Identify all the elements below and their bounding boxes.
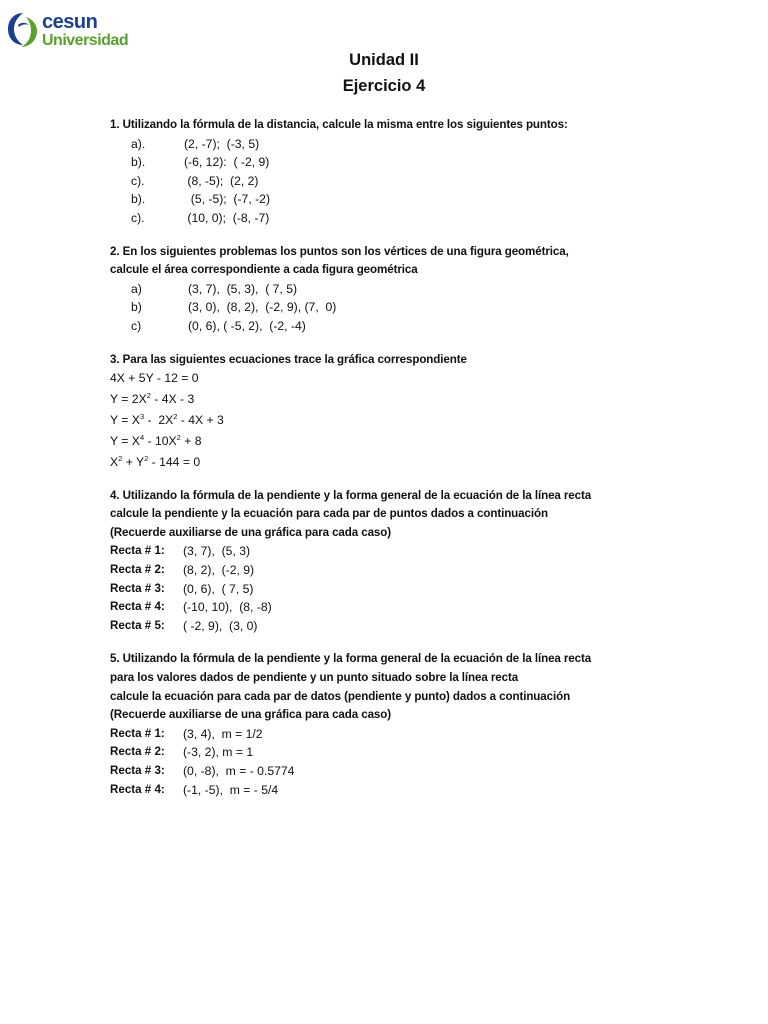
page-title: Unidad II	[349, 51, 419, 69]
logo-emblem-icon	[6, 11, 40, 53]
logo-sub-text: Universidad	[42, 32, 129, 49]
equation-2: $Y = 2X^2 - 4X - 3$	[110, 391, 195, 407]
q4-heading-line3: (Recuerde auxiliarse de una gráfica para cada caso)	[110, 525, 392, 539]
list-item: a). (2, -7); (-3, 5)	[131, 136, 260, 151]
list-item: c) (0, 6), ( -5, 2), (-2, -4)	[131, 318, 306, 333]
q4-heading-line2: calcule la pendiente y la ecuación para cada par de puntos dados a continuación	[110, 507, 548, 521]
q2-heading-line2: calcule el área correspondiente a cada figura geométrica	[110, 263, 418, 277]
list-item: Recta # 1: (3, 4), m = 1/2	[110, 726, 263, 741]
list-item: Recta # 3: (0, -8), m = - 0.5774	[110, 763, 295, 778]
q5-heading-line1: 5. Utilizando la fórmula de la pendiente y la forma general de la ecuación de la línea recta	[110, 652, 592, 666]
q5-heading-line3: calcule la ecuación para cada par de datos (pendiente y punto) dados a continuación	[110, 689, 571, 703]
equation-4: $Y = X^4 - 10X^2 + 8$	[110, 433, 202, 449]
list-item: Recta # 3: (0, 6), ( 7, 5)	[110, 581, 254, 596]
list-item: a) (3, 7), (5, 3), ( 7, 5)	[131, 281, 298, 296]
list-item: c). (8, -5); (2, 2)	[131, 173, 259, 188]
list-item: Recta # 2: (-3, 2), m = 1	[110, 745, 254, 760]
equation-1: 4X + 5Y - 12 = 0	[110, 371, 199, 386]
exercise-content	[110, 116, 750, 799]
list-item: b) (3, 0), (8, 2), (-2, 9), (7, 0)	[131, 300, 337, 315]
list-item: Recta # 5: ( -2, 9), (3, 0)	[110, 618, 258, 633]
list-item: Recta # 4: (-10, 10), (8, -8)	[110, 600, 272, 615]
q5-heading-line4: (Recuerde auxiliarse de una gráfica para cada caso)	[110, 708, 392, 722]
q1-heading: 1. Utilizando la fórmula de la distancia, calcule la misma entre los siguientes puntos:	[110, 118, 568, 131]
list-item: b). (-6, 12): ( -2, 9)	[131, 155, 270, 170]
equation-3: $Y = X^3 - 2X^2 - 4X + 3$	[110, 412, 224, 428]
page-subtitle: Ejercicio 4	[342, 77, 426, 95]
q4-heading-line1: 4. Utilizando la fórmula de la pendiente y la forma general de la ecuación de la línea recta	[110, 488, 592, 502]
cesun-logo	[6, 11, 129, 55]
q3-heading: 3. Para las siguientes ecuaciones trace la gráfica correspondiente	[110, 352, 467, 366]
list-item: Recta # 2: (8, 2), (-2, 9)	[110, 563, 255, 578]
list-item: Recta # 4: (-1, -5), m = - 5/4	[110, 782, 279, 797]
list-item: Recta # 1: (3, 7), (5, 3)	[110, 544, 251, 559]
equation-5: $X^2 + Y^2 - 144 = 0$	[110, 454, 201, 470]
q5-heading-line2: para los valores dados de pendiente y un punto situado sobre la línea recta	[110, 671, 519, 684]
list-item: c). (10, 0); (-8, -7)	[131, 210, 270, 225]
logo-brand-text: cesun	[42, 11, 98, 33]
q2-heading-line1: 2. En los siguientes problemas los puntos son los vértices de una figura geométrica,	[110, 244, 569, 258]
list-item: b). (5, -5); (-7, -2)	[131, 192, 270, 207]
